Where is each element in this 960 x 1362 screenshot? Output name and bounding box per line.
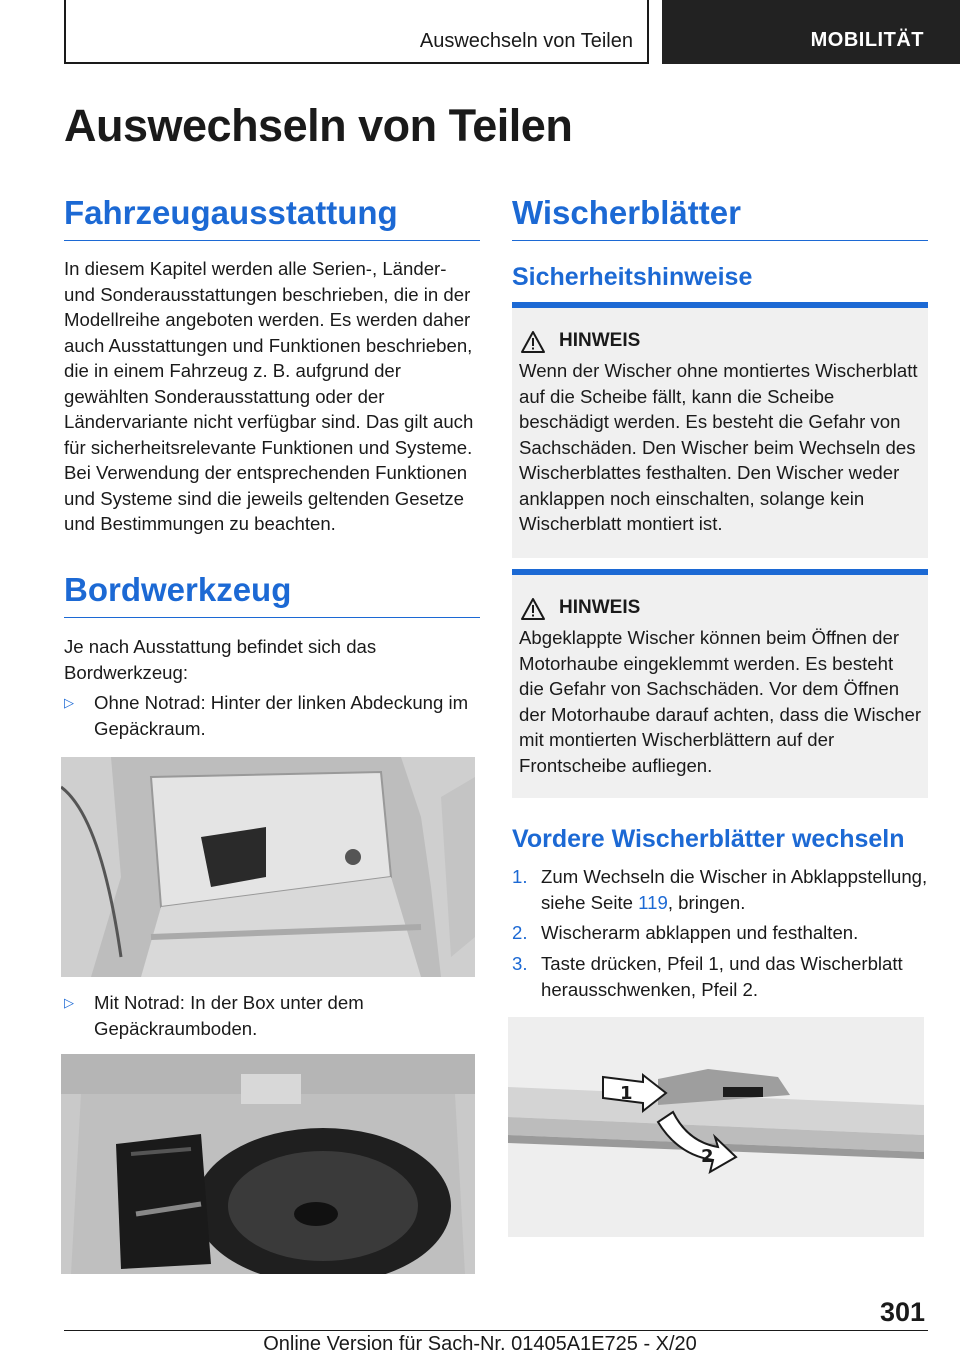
notice-box <box>512 569 928 798</box>
step-text <box>541 864 929 915</box>
trunk-illustration <box>61 757 475 977</box>
bullet-text: Ohne Notrad: Hinter der linken Abdeckung im Gepäckraum. <box>94 692 469 739</box>
list-item <box>64 690 484 742</box>
page-link[interactable]: 119 <box>638 891 668 913</box>
list-item <box>512 951 932 1003</box>
notice-title: HINWEIS <box>559 330 641 351</box>
header-chapter-tab <box>662 0 960 64</box>
heading-bordwerkzeug: Bordwerkzeug <box>64 571 480 618</box>
equipment-text: In diesem Kapitel werden alle Serien-, Länder- und Sonderausstattungen beschrieben, die in der Modellreihe angeboten werden. Es werden daher auch Ausstattungen und Funktionen beschrieben, die in einem Fahrzeug z. B. aufgrund der gewählten Sonderausstattung oder der Ländervariante nicht verfügbar sind. Das gilt auch für sicherheitsrelevante Funktionen und Systeme. Bei Verwendung der entsprechenden Funktionen und Systeme sind die jeweils geltenden Gesetze und Bestimmungen zu beachten. <box>64 258 474 534</box>
footer-divider <box>64 1330 928 1331</box>
page-number: 301 <box>880 1297 926 1327</box>
warning-icon <box>520 597 546 621</box>
footer-text: Online Version für Sach-Nr. 01405A1E725 - X/20 <box>263 1333 697 1355</box>
heading-vordere-wischerblaetter: Vordere Wischerblätter wechseln <box>512 825 905 853</box>
step-text: Taste drücken, Pfeil 1, und das Wischerblatt herausschwenken, Pfeil 2. <box>541 953 903 1000</box>
spare-wheel-toolbox-image <box>61 1054 475 1274</box>
header-section-box <box>64 0 649 64</box>
bullet-text: Mit Notrad: In der Box unter dem Gepäckraumboden. <box>94 992 364 1039</box>
list-item <box>512 920 932 946</box>
step-text-part: Zum Wechseln die Wischer in Abklappstellung, siehe Seite <box>541 866 928 913</box>
list-item <box>64 990 484 1042</box>
toolkit-intro: Je nach Ausstattung befindet sich das Bordwerkzeug: <box>64 636 377 683</box>
notice-text: Abgeklappte Wischer können beim Öffnen der Motorhaube eingeklemmt werden. Es besteht die Gefahr von Sachschäden. Vor dem Öffnen der Motorhaube darauf achten, dass die Wischer mit montierten Wischerblättern auf der Frontscheibe aufliegen. <box>519 627 922 776</box>
spare-wheel-illustration <box>61 1054 475 1274</box>
step-text: Wischerarm abklappen und festhalten. <box>541 922 859 943</box>
wiper-illustration <box>508 1017 924 1237</box>
arrow-label-1: 1 <box>620 1083 633 1104</box>
arrow-label-2: 2 <box>701 1146 714 1167</box>
step-number: 2. <box>512 922 528 943</box>
heading-wischerblaetter: Wischerblätter <box>512 194 928 241</box>
step-text-part: , bringen. <box>667 891 746 913</box>
warning-icon <box>520 330 546 354</box>
notice-title: HINWEIS <box>559 597 641 618</box>
bullet-arrow-icon: ▷ <box>64 995 74 1010</box>
step-number: 1. <box>512 866 528 887</box>
notice-text: Wenn der Wischer ohne montiertes Wischerblatt auf die Scheibe fällt, kann die Scheibe beschädigt werden. Es besteht die Gefahr von Sachschäden. Den Wischer beim Wechseln des Wischerblattes festhalten. Den Wischer weder anklappen noch einschalten, solange kein Wischerblatt montiert ist. <box>519 360 918 534</box>
heading-fahrzeugausstattung: Fahrzeugausstattung <box>64 194 480 241</box>
page-title: Auswechseln von Teilen <box>64 100 573 151</box>
list-item <box>512 864 932 916</box>
step-number: 3. <box>512 953 528 974</box>
notice-box <box>512 302 928 558</box>
trunk-storage-image <box>61 757 475 977</box>
header-chapter-label: MOBILITÄT <box>810 29 924 51</box>
wiper-blade-image <box>508 1017 924 1237</box>
heading-sicherheitshinweise: Sicherheitshinweise <box>512 263 753 291</box>
header-section-title: Auswechseln von Teilen <box>419 30 633 52</box>
bullet-arrow-icon: ▷ <box>64 695 74 710</box>
